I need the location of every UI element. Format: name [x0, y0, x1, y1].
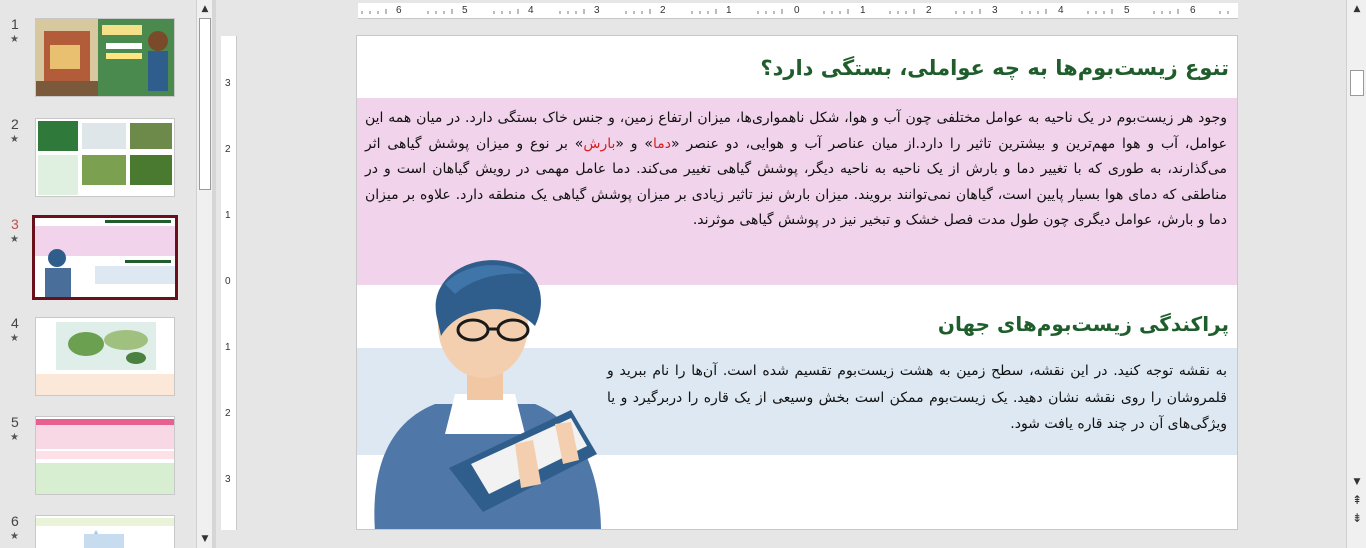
- slide-number: 2: [11, 116, 19, 132]
- slide-3-preview: [35, 218, 175, 297]
- slide-thumbnail-selected[interactable]: [32, 215, 178, 300]
- ruler-label: 6: [1190, 5, 1196, 16]
- keyword-precipitation: بارش: [583, 135, 616, 152]
- scroll-up-arrow-icon[interactable]: ▲: [201, 4, 209, 14]
- slide-thumbnail[interactable]: [35, 18, 175, 97]
- scroll-thumb[interactable]: [199, 18, 211, 190]
- slide-number: 6: [11, 513, 19, 529]
- slide-2-preview: [36, 119, 175, 197]
- ruler-label: 5: [462, 5, 468, 16]
- ruler-label: 4: [1058, 5, 1064, 16]
- vertical-ruler: [221, 36, 237, 530]
- slide-thumbnail-pane: [0, 0, 196, 548]
- slide-number: 3: [11, 216, 19, 232]
- slide-thumbnail[interactable]: [35, 317, 175, 396]
- slide-heading-1[interactable]: تنوع زیست‌بوم‌ها به چه عواملی، بستگی دارد؟: [760, 56, 1229, 80]
- slide-canvas[interactable]: [356, 35, 1238, 530]
- ruler-label: 2: [225, 144, 231, 155]
- ruler-label: 3: [992, 5, 998, 16]
- ruler-label: 0: [225, 276, 231, 287]
- keyword-temperature: دما: [652, 135, 671, 152]
- slide-1-preview: [36, 19, 175, 97]
- paragraph-1[interactable]: [365, 106, 1227, 234]
- ruler-label: 6: [396, 5, 402, 16]
- slide-thumbnail[interactable]: [35, 416, 175, 495]
- paragraph-1-text-a: وجود هر زیست‌بوم در یک ناحیه به عوامل مختلفی چون آب و هوا، شکل ناهمواری‌ها، میزان ارتفاع زمین، و جنس خاک بستگی دارد. در میان همه این عوامل، آب و هوا مهم‌ترین و بیشترین تاثیر را دارد.از میان عناصر آب و هوایی، دو عنصر «: [365, 110, 1227, 152]
- slide-number: 5: [11, 414, 19, 430]
- horizontal-ruler: [358, 3, 1238, 19]
- slide-editor-area: [216, 0, 1346, 548]
- main-vertical-scrollbar[interactable]: [1346, 0, 1366, 548]
- animation-star-icon: ★: [10, 134, 19, 145]
- thumbnail-scrollbar[interactable]: [196, 0, 212, 548]
- ruler-label: 5: [1124, 5, 1130, 16]
- animation-star-icon: ★: [10, 432, 19, 443]
- slide-thumbnail[interactable]: [35, 118, 175, 197]
- next-slide-icon[interactable]: ⇟: [1351, 511, 1363, 525]
- slide-4-preview: [36, 318, 175, 396]
- scroll-up-arrow-icon[interactable]: ▲: [1353, 4, 1361, 14]
- ruler-label: 3: [594, 5, 600, 16]
- slide-number: 1: [11, 16, 19, 32]
- scroll-down-arrow-icon[interactable]: ▼: [1353, 477, 1361, 487]
- scroll-thumb[interactable]: [1350, 70, 1364, 96]
- previous-slide-icon[interactable]: ⇞: [1351, 493, 1363, 507]
- ruler-label: 2: [926, 5, 932, 16]
- slide-thumbnail[interactable]: [35, 515, 175, 548]
- ruler-label: 4: [528, 5, 534, 16]
- animation-star-icon: ★: [10, 34, 19, 45]
- slide-5-preview: [36, 417, 175, 495]
- reading-man-illustration[interactable]: [365, 254, 607, 530]
- ruler-label: 2: [225, 408, 231, 419]
- ruler-label: 1: [726, 5, 732, 16]
- animation-star-icon: ★: [10, 333, 19, 344]
- animation-star-icon: ★: [10, 234, 19, 245]
- ruler-label: 2: [660, 5, 666, 16]
- ruler-label: 0: [794, 5, 800, 16]
- paragraph-1-text-b: » و «: [615, 135, 653, 152]
- ruler-label: 1: [225, 210, 231, 221]
- ruler-label: 1: [860, 5, 866, 16]
- paragraph-1-text-c: » بر نوع و میزان پوشش گیاهی اثر می‌گذارند، به طوری که با تغییر دما و بارش از یک ناحیه به ناحیه دیگر، پوشش گیاهی تغییر می‌کند. دما عامل مهمی در رویش گیاهان است و در مناطقی که دمای هوا بسیار پایین است، گیاهان نمی‌توانند برویند. میزان بارش نیز تاثیر زیادی بر میزان پوشش گیاهی یک منطقه دارد. علاوه بر میزان دما و بارش، عوامل دیگری چون طول مدت فصل خشک و تبخیر نیز در پوشش گیاهی موثرند.: [365, 135, 1227, 228]
- slide-number: 4: [11, 315, 19, 331]
- ruler-label: 3: [225, 474, 231, 485]
- slide-6-preview: [36, 516, 175, 548]
- scroll-down-arrow-icon[interactable]: ▼: [201, 534, 209, 544]
- animation-star-icon: ★: [10, 531, 19, 542]
- slide-heading-2[interactable]: پراکندگی زیست‌بوم‌های جهان: [937, 312, 1229, 336]
- ruler-label: 3: [225, 78, 231, 89]
- paragraph-2[interactable]: به نقشه توجه کنید. در این نقشه، سطح زمین به هشت زیست‌بوم تقسیم شده است. آن‌ها را نام ببرید و قلمروشان را روی نقشه نشان دهید. یک زیست‌بوم ممکن است بخش وسیعی از یک قاره را دربرگیرد و یا ویژگی‌های آن در چند قاره یافت شود.: [607, 363, 1227, 432]
- ruler-label: 1: [225, 342, 231, 353]
